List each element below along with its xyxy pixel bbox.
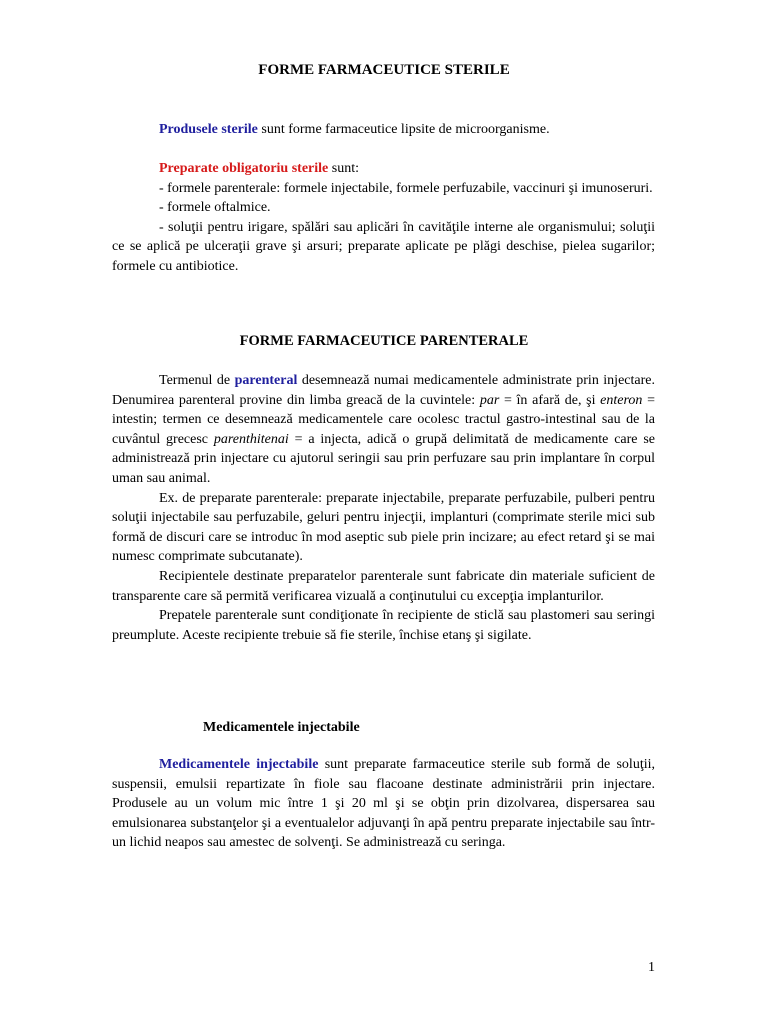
obligatory-item: - formele parenterale: formele injectabile, formele perfuzabile, vaccinuri şi imunoseruri.: [159, 180, 653, 196]
page-number: 1: [648, 960, 655, 975]
word-parenthitenai: parenthitenai: [213, 431, 289, 447]
intro-text: sunt forme farmaceutice lipsite de microorganisme.: [257, 122, 550, 137]
document-title: FORME FARMACEUTICE STERILE: [258, 62, 510, 78]
injectabile-text: sunt preparate farmaceutice sterile sub formă de soluţii, suspensii, emulsii repartizate în fiole sau flacoane destinate administrării prin injectare. Produsele au un volum mic între 1 şi 20 ml şi se obţin prin dizolvarea, dispersarea sau emulsionarea substanţelor şi a eventualelor adjuvanţi în apă pentru preparate injectabile sau într-un lichid neapos sau amestec de solvenţi. Se administrează cu seringa.: [112, 757, 655, 851]
parenteral-section: [112, 371, 655, 645]
parenteral-paragraph-2: Ex. de preparate parenterale: preparate injectabile, preparate perfuzabile, pulberi pentru soluţii injectabile sau perfuzabile, geluri pentru injecţii, implanturi (comprimate sterile mici sub formă de discuri care se introduc în mod aseptic sub piele prin incizare; au efect retard şi se mai numesc comprimate subcutanate).: [112, 490, 655, 565]
p1-text-c: = în afară de, şi: [499, 392, 601, 408]
obligatory-lead: sunt:: [328, 161, 359, 176]
term-preparate-obligatoriu-sterile: Preparate obligatoriu sterile: [159, 161, 329, 176]
injectabile-section: [112, 755, 655, 853]
parenteral-paragraph-3: Recipientele destinate preparatelor parenterale sunt fabricate din materiale suficient de transparente care să permită verificarea vizuală a conţinutului cu excepţia implanturilor.: [112, 568, 655, 604]
subsection-title-injectabile: Medicamentele injectabile: [203, 720, 360, 735]
obligatory-item: - soluţii pentru irigare, spălări sau aplicări în cavităţile interne ale organismului; soluţii ce se aplică pe ulceraţii grave şi arsuri; preparate aplicate pe plăgi deschise, pielea sugarilor; formele cu antibiotice.: [112, 219, 655, 274]
word-enteron: enteron: [600, 392, 643, 408]
term-medicamentele-injectabile: Medicamentele injectabile: [159, 757, 319, 772]
p1-text-a: Termenul de: [159, 373, 235, 388]
p1-text-d: = intestin; termen ce desemnează medicamentele care ocolesc tractul gastro-intestinal sau de la cuvântul grecesc: [112, 392, 655, 447]
term-parenteral: parenteral: [234, 373, 298, 388]
obligatory-section: [112, 159, 655, 277]
p1-text-e: = a injecta, adică o grupă delimitată de medicamente care se administrează prin injectare cu ajutorul seringii sau prin perfuzare sau prin implantare în corpul uman sau animal.: [112, 431, 655, 486]
obligatory-item: - formele oftalmice.: [159, 200, 271, 216]
term-produsele-sterile: Produsele sterile: [159, 122, 258, 137]
intro-paragraph: [112, 120, 655, 140]
p1-text-b: desemnează numai medicamentele administrate prin injectare. Denumirea parenteral provine din limba greacă de la cuvintele:: [112, 373, 655, 408]
section-title-parenterale: FORME FARMACEUTICE PARENTERALE: [239, 333, 529, 349]
parenteral-paragraph-4: Prepatele parenterale sunt condiţionate în recipiente de sticlă sau plastomeri sau seringi preumplute. Aceste recipiente trebuie să fie sterile, închise etanş şi sigilate.: [112, 608, 655, 643]
parenteral-paragraph-1: [112, 371, 655, 489]
word-par: par: [479, 392, 500, 408]
